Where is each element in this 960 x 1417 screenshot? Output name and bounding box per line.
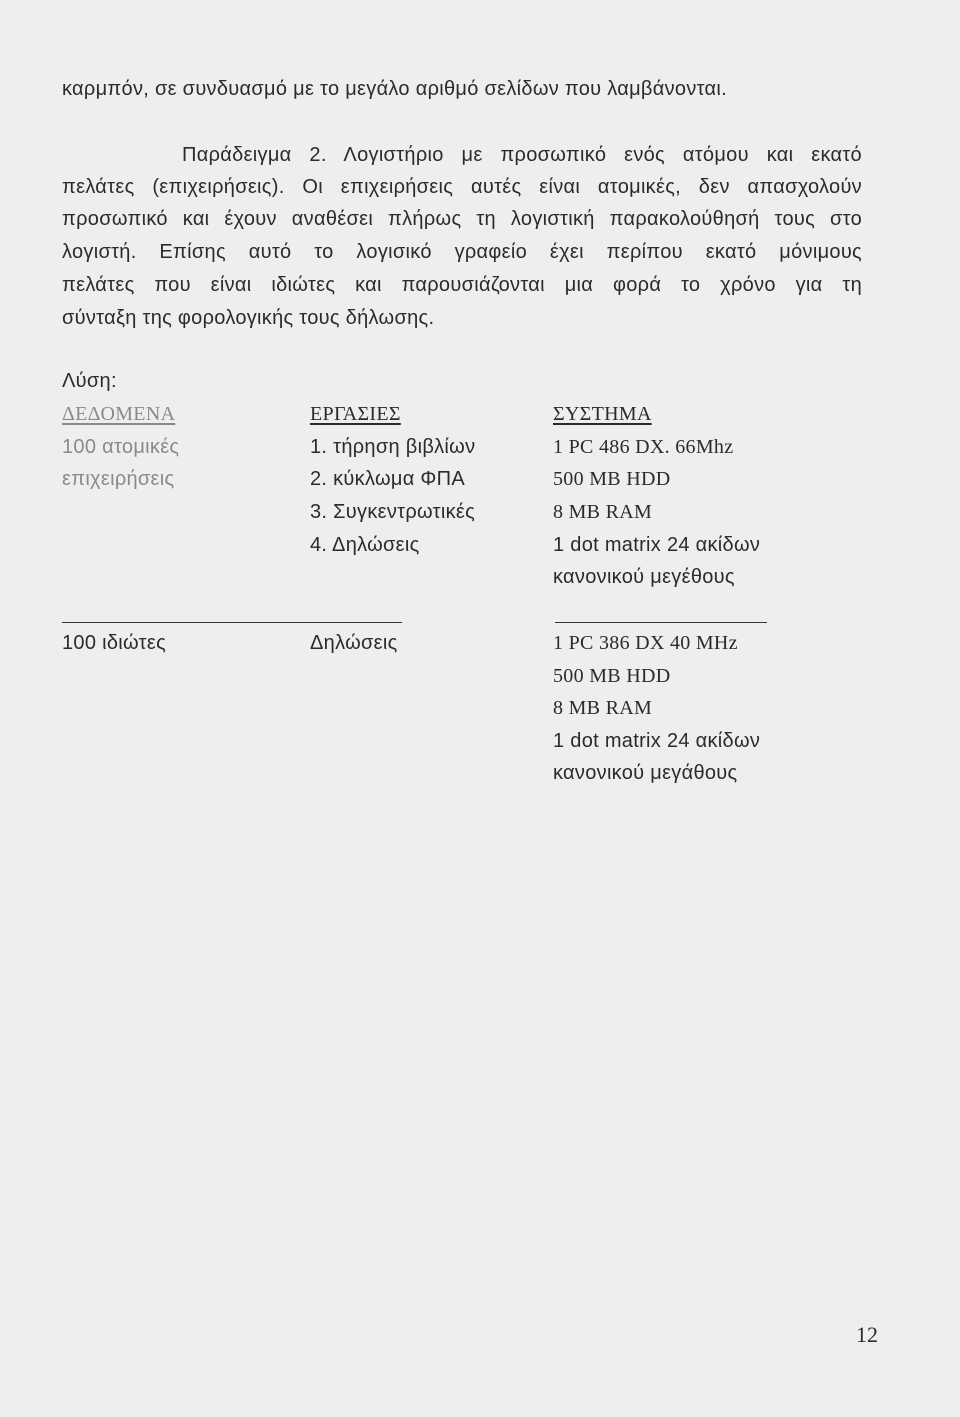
group2-system-1: 1 PC 386 DX 40 MHz [553,632,738,654]
group1-system-5: κανονικού μεγέθους [553,566,735,588]
group1-task-3: 3. Συγκεντρωτικές [310,501,476,523]
group1-system-2: 500 MB HDD [553,468,671,490]
paragraph-line-3: προσωπικό και έχουν αναθέσει πλήρως τη λογιστική παρακολούθησή τους στο [62,208,862,230]
paragraph-line-1: Παράδειγμα 2. Λογιστήριο με προσωπικό ενός ατόμου και εκατό [182,144,862,166]
system-column-header: ΣΥΣΤΗΜΑ [553,403,652,425]
group1-system-3: 8 MB RAM [553,501,653,523]
group1-data-line-2: επιχειρήσεις [62,468,175,490]
paragraph-line-5: πελάτες που είναι ιδιώτες και παρουσιάζονται μια φορά το χρόνο για τη [62,274,862,296]
paragraph-line-2: πελάτες (επιχειρήσεις). Οι επιχειρήσεις αυτές είναι ατομικές, δεν απασχολούν [62,176,862,198]
group1-task-4: 4. Δηλώσεις [310,534,420,556]
tasks-column-header: ΕΡΓΑΣΙΕΣ [310,403,401,425]
group2-system-3: 8 MB RAM [553,697,653,719]
group1-data-line-1: 100 ατομικές [62,436,180,458]
solution-label: Λύση: [62,370,117,392]
separator-rule-data [62,622,304,623]
paragraph-line-4: λογιστή. Επίσης αυτό το λογισικό γραφείο έχει περίπου εκατό μόνιμους [62,241,862,263]
data-column-header: ΔΕΔΟΜΕΝΑ [62,403,176,425]
group2-system-5: κανονικού μεγάθους [553,762,738,784]
group2-data-line-1: 100 ιδιώτες [62,632,167,654]
group2-system-4: 1 dot matrix 24 ακίδων [553,730,761,752]
group1-task-2: 2. κύκλωμα ΦΠΑ [310,468,466,490]
group2-system-2: 500 MB HDD [553,665,671,687]
group1-system-4: 1 dot matrix 24 ακίδων [553,534,761,556]
group1-task-1: 1. τήρηση βιβλίων [310,436,476,458]
separator-rule-system [555,622,767,623]
intro-text: καρμπόν, σε συνδυασμό με το μεγάλο αριθμό σελίδων που λαμβάνονται. [62,78,728,100]
paragraph-line-6: σύνταξη της φορολογικής τους δήλωσης. [62,307,435,329]
group2-task-1: Δηλώσεις [310,632,398,654]
separator-rule-tasks [304,622,402,623]
page-number: 12 [856,1322,878,1347]
group1-system-1: 1 PC 486 DX. 66Mhz [553,436,734,458]
